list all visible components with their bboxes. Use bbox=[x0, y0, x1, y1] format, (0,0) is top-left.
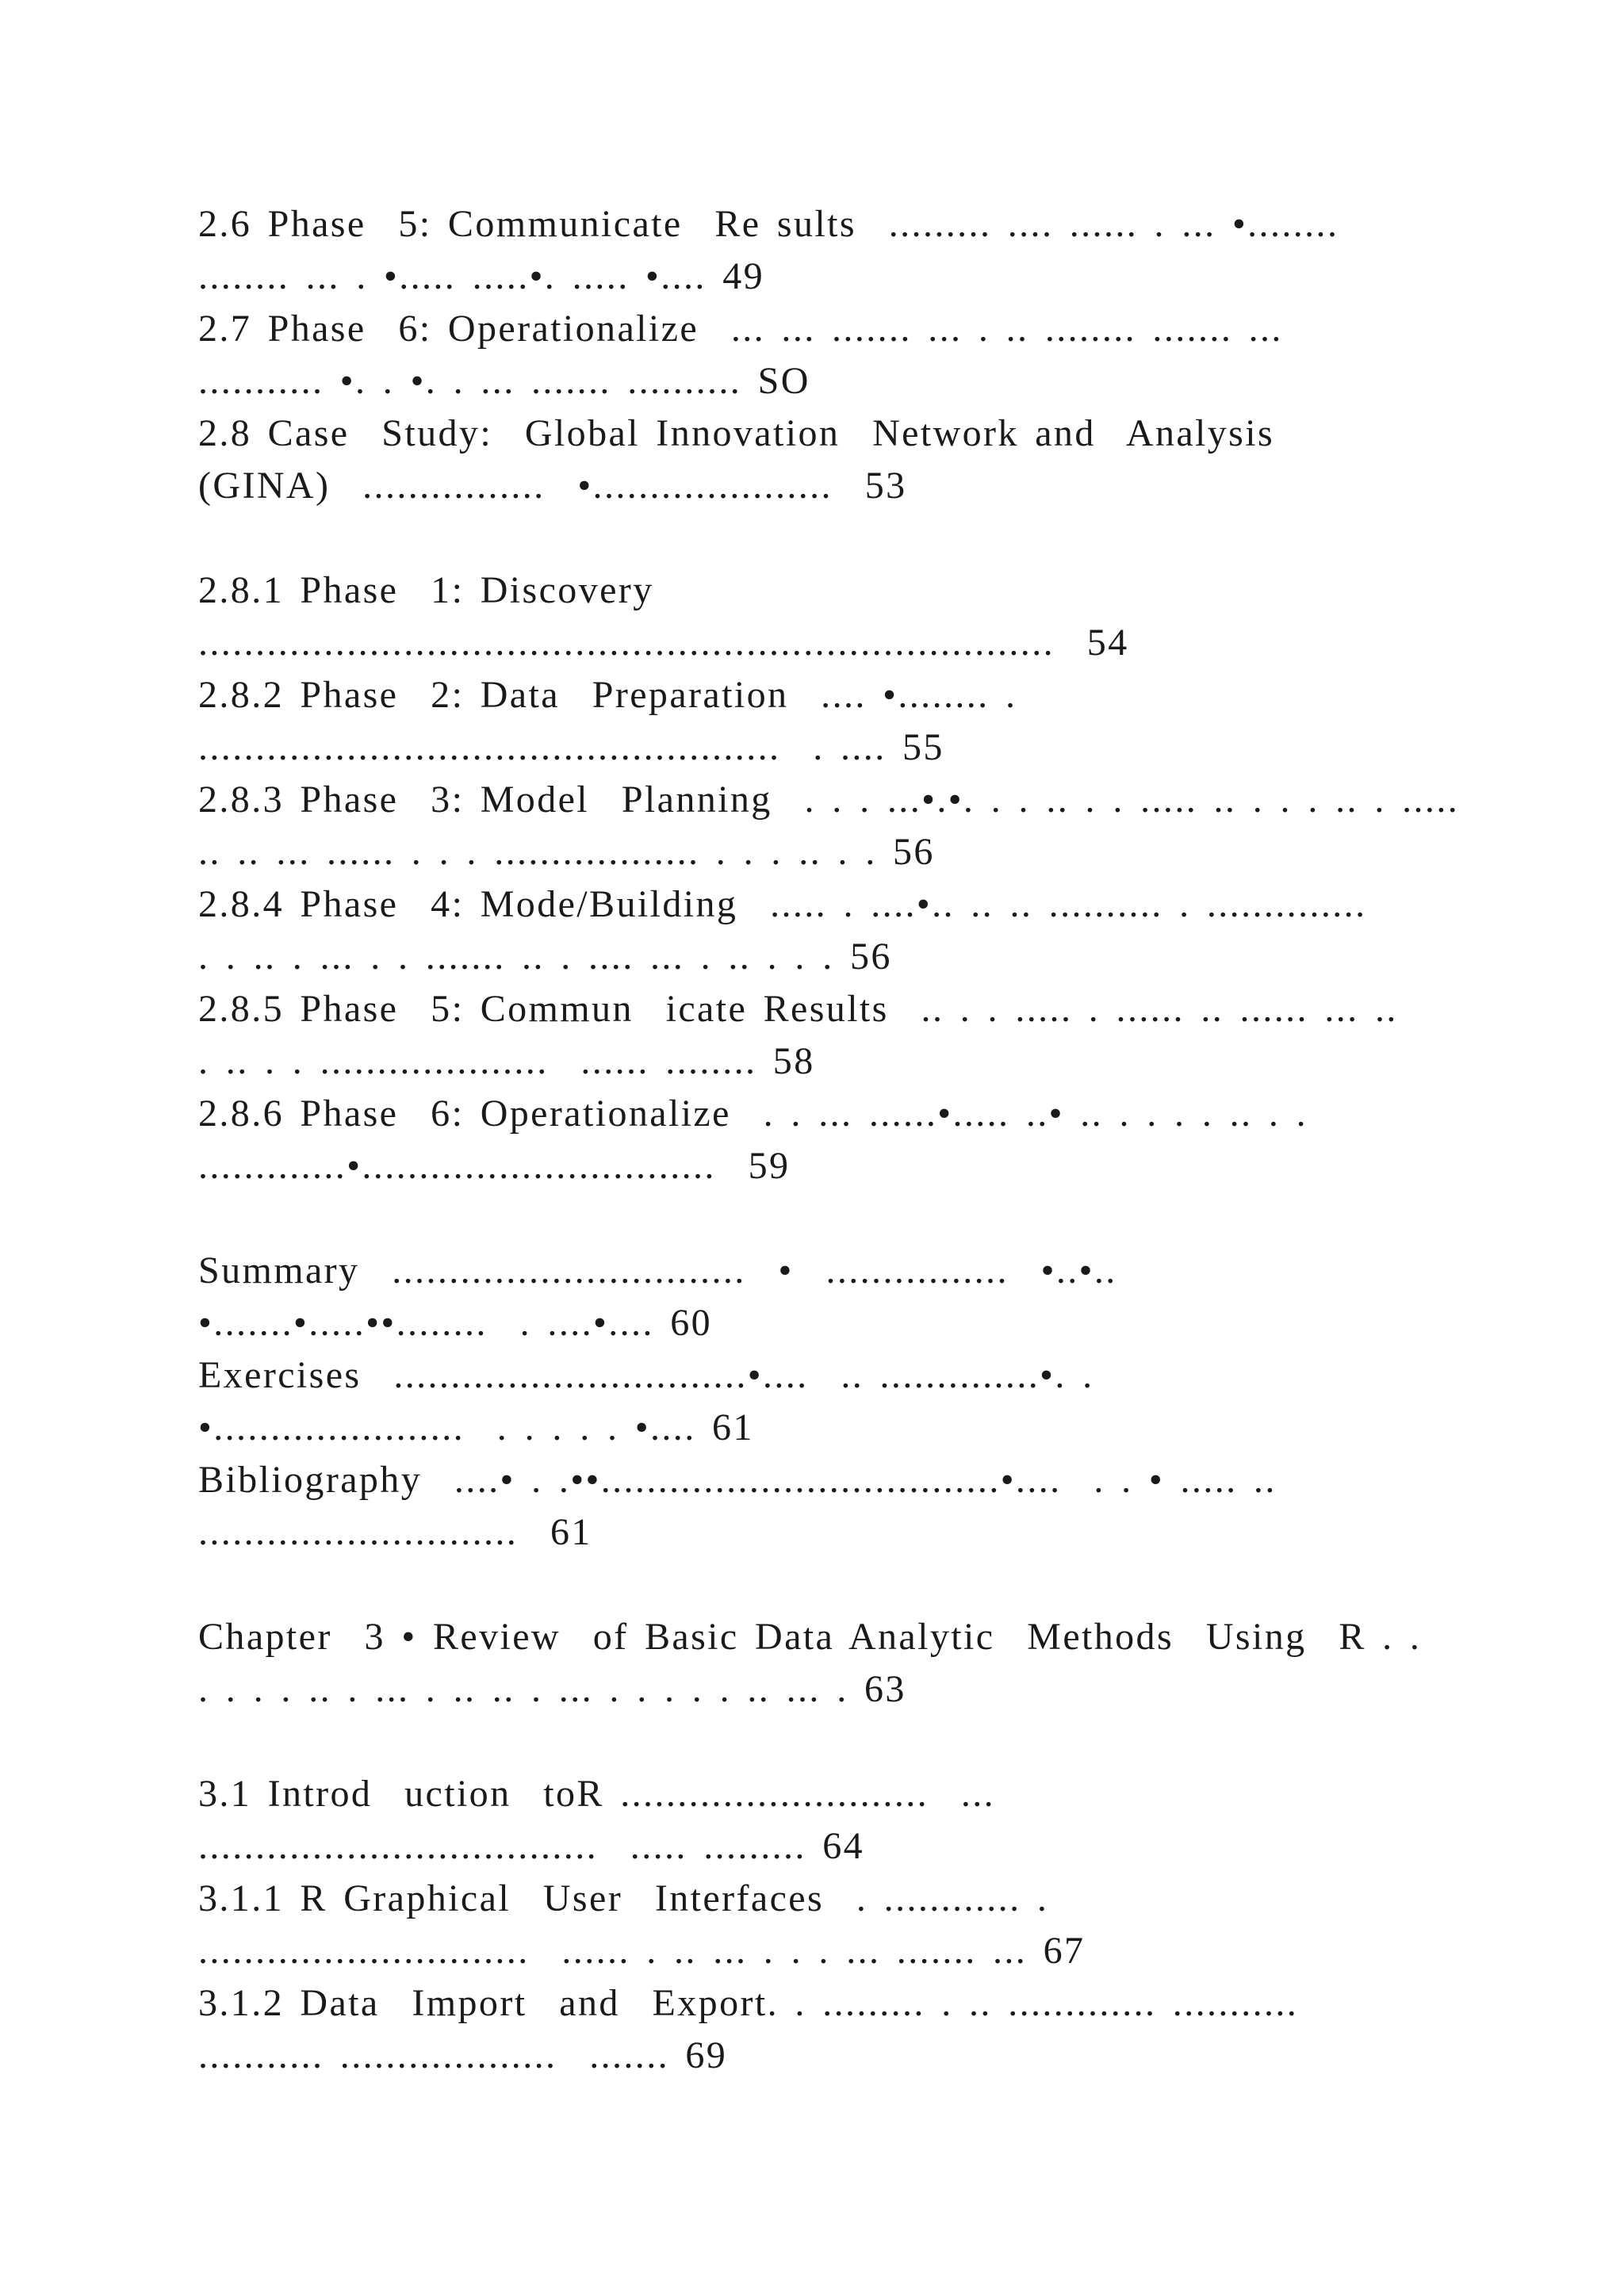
toc-entry-line: 3.1 Introd uction toR ........................... ... bbox=[198, 1773, 996, 1815]
toc-entry-line: 2.8.2 Phase 2: Data Preparation .... •........ . bbox=[198, 674, 1017, 716]
toc-entry-line: 2.6 Phase 5: Communicate Re sults ......... .... ...... . ... •........ bbox=[198, 203, 1339, 245]
toc-entry-2-8-6 bbox=[198, 1088, 1435, 1192]
section-gap bbox=[198, 1192, 1435, 1245]
section-gap bbox=[198, 1716, 1435, 1768]
toc-entry-line: ........ ... . •..... .....•. ..... •.... 49 bbox=[198, 255, 765, 297]
toc-entry-2-8-1 bbox=[198, 564, 1435, 669]
toc-entry-line: 2.8.3 Phase 3: Model Planning . . . ...•.•. . . .. . . ..... .. . . . .. . ..... bbox=[198, 779, 1460, 821]
toc-entry-2-7 bbox=[198, 303, 1435, 408]
toc-entry-3-1-1 bbox=[198, 1873, 1435, 1977]
toc-entry-2-8-4 bbox=[198, 878, 1435, 983]
toc-entry-line: Summary ............................... • ................ •..•.. bbox=[198, 1249, 1117, 1292]
toc-entry-line: ........................................................................... 54 bbox=[198, 622, 1129, 664]
toc-entry-line: 2.7 Phase 6: Operationalize ... ... ....... ... . .. ........ ....... ... bbox=[198, 308, 1283, 350]
toc-entry-line: 2.8.5 Phase 5: Commun icate Results .. . . ..... . ...... .. ...... ... .. bbox=[198, 988, 1398, 1030]
toc-entry-exercises bbox=[198, 1349, 1435, 1454]
toc-entry-line: ............................. ...... . .. ... . . . ... ....... ... 67 bbox=[198, 1930, 1086, 1972]
toc-entry-line: 2.8.4 Phase 4: Mode/Building ..... . ....•.. .. .. .......... . .............. bbox=[198, 883, 1367, 925]
toc-entry-line: •...................... . . . . . •.... 61 bbox=[198, 1406, 754, 1448]
toc-entry-bibliography bbox=[198, 1454, 1435, 1559]
toc-entry-summary bbox=[198, 1245, 1435, 1349]
toc-entry-chapter-3 bbox=[198, 1611, 1435, 1716]
toc-entry-2-8-5 bbox=[198, 983, 1435, 1088]
toc-entry-line: 2.8 Case Study: Global Innovation Network and Analysis bbox=[198, 412, 1275, 454]
table-of-contents bbox=[198, 198, 1460, 2082]
toc-entry-line: •.......•.....••........ . ....•.... 60 bbox=[198, 1302, 713, 1344]
toc-entry-line: (GINA) ................ •..................... 53 bbox=[198, 465, 907, 507]
toc-entry-line: Bibliography ....• . .••...................................•.... . . • ..... .. bbox=[198, 1459, 1277, 1501]
toc-entry-line: . .. . . .................... ...... ........ 58 bbox=[198, 1040, 815, 1082]
toc-entry-line: ........... •. . •. . ... ....... .......... SO bbox=[198, 360, 810, 402]
toc-entry-line: . . . . .. . ... . .. .. . ... . . . . . .. ... . 63 bbox=[198, 1668, 906, 1710]
toc-entry-line: ................................... ..... ......... 64 bbox=[198, 1825, 864, 1867]
toc-entry-line: 2.8.6 Phase 6: Operationalize . . ... ......•..... ..• .. . . . . .. . . bbox=[198, 1093, 1308, 1135]
toc-entry-2-8-2 bbox=[198, 669, 1435, 774]
toc-entry-line: ................................................... . .... 55 bbox=[198, 726, 944, 768]
toc-entry-line: .............•............................... 59 bbox=[198, 1145, 791, 1187]
toc-entry-line: 3.1.1 R Graphical User Interfaces . ............ . bbox=[198, 1877, 1049, 1919]
toc-entry-3-1 bbox=[198, 1768, 1435, 1873]
toc-entry-line: .. .. ... ...... . . . .................. . . . .. . . 56 bbox=[198, 831, 935, 873]
section-gap bbox=[198, 512, 1435, 564]
toc-entry-line: ........... ................... ....... 69 bbox=[198, 2034, 728, 2076]
toc-entry-line: 3.1.2 Data Import and Export. . ......... . .. ............. ........... bbox=[198, 1982, 1299, 2024]
section-gap bbox=[198, 1559, 1435, 1611]
toc-entry-3-1-2 bbox=[198, 1977, 1435, 2082]
toc-entry-line: Chapter 3 • Review of Basic Data Analytic Methods Using R . . bbox=[198, 1616, 1422, 1658]
toc-entry-2-6 bbox=[198, 198, 1435, 303]
toc-entry-line: 2.8.1 Phase 1: Discovery bbox=[198, 569, 654, 611]
toc-entry-line: Exercises ...............................•.... .. ..............•. . bbox=[198, 1354, 1094, 1396]
toc-entry-2-8-3 bbox=[198, 774, 1460, 878]
toc-entry-line: . . .. . ... . . ....... .. . .... ... . .. . . . 56 bbox=[198, 936, 892, 978]
toc-entry-2-8 bbox=[198, 408, 1435, 512]
toc-entry-line: ............................ 61 bbox=[198, 1511, 592, 1553]
